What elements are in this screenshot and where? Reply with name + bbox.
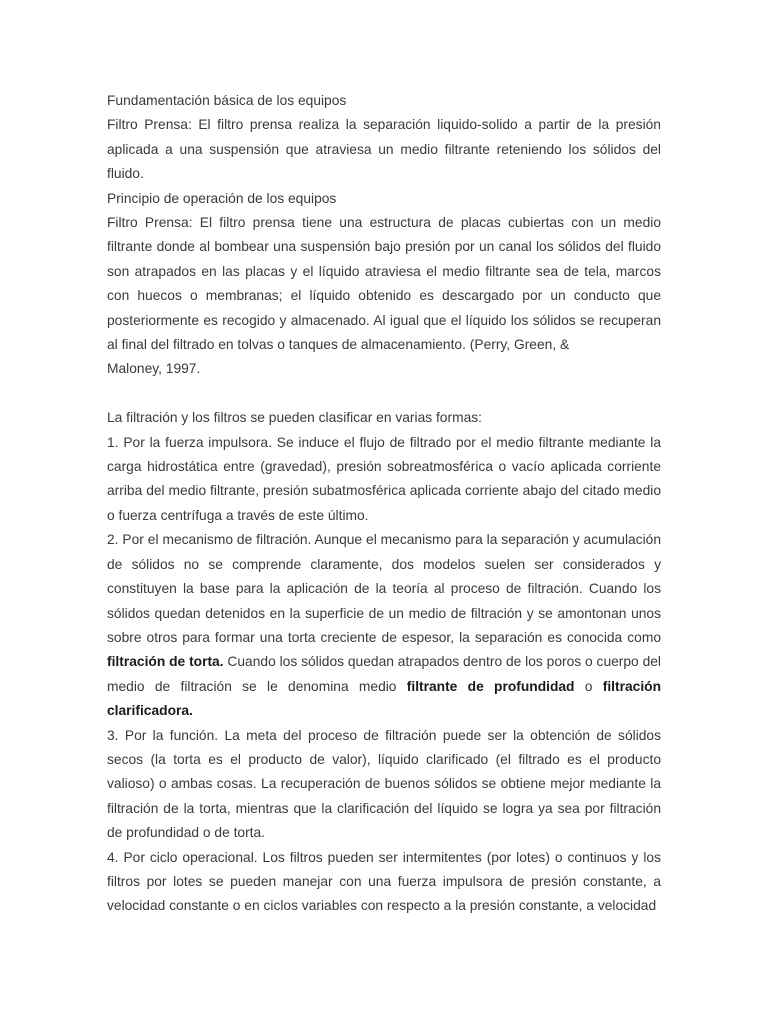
document-body: [107, 89, 661, 919]
list-item-mecanismo-text-b: Cuando los sólidos quedan atrapados dentro de los poros o cuerpo del medio de filtración se le denomina medio: [107, 654, 661, 694]
classification-intro: La filtración y los filtros se pueden clasificar en varias formas:: [107, 410, 482, 426]
list-item-ciclo-operacional: 4. Por ciclo operacional. Los filtros pueden ser intermitentes (por lotes) o continuos y los filtros por lotes se pueden manejar con una fuerza impulsora de presión constante, a velocidad constante o en ciclos variables con respecto a la presión constante, a velocidad: [107, 849, 661, 914]
term-filtrante-de-profundidad: filtrante de profundidad: [406, 678, 575, 694]
term-filtracion-clarificadora: filtración clarificadora.: [107, 678, 662, 719]
citation-end: Maloney, 1997.: [107, 361, 201, 377]
list-item-mecanismo-text-a: 2. Por el mecanismo de filtración. Aunque el mecanismo para la separación y acumulación de sólidos no se comprende claramente, dos modelos suelen ser considerados y constituyen la base para la aplicación de la teoría al proceso de filtración. Cuando los sólidos quedan detenidos en la superficie de un medio de filtración y se amontonan unos sobre otros para formar una torta creciente de espesor, la separación es conocida como: [107, 532, 661, 645]
heading-fundamentacion: Fundamentación básica de los equipos: [107, 93, 347, 108]
list-item-fuerza-impulsora: 1. Por la fuerza impulsora. Se induce el flujo de filtrado por el medio filtrante mediante la carga hidrostática entre (gravedad), presión sobreatmosférica o vacío aplicada corriente arriba del medio filtrante, presión subatmosférica aplicada corriente abajo del citado medio o fuerza centrífuga a través de este último.: [107, 434, 661, 523]
heading-principio-operacion: Principio de operación de los equipos: [107, 190, 337, 206]
term-filtracion-de-torta: filtración de torta.: [107, 654, 224, 670]
list-item-mecanismo: [107, 528, 661, 723]
paragraph-filtro-prensa-principio: Filtro Prensa: El filtro prensa tiene una estructura de placas cubiertas con un medio filtrante donde al bombear una suspensión bajo presión por un canal los sólidos del fluido son atrapados en las placas y el líquido atraviesa el medio filtrante sea de tela, marcos con huecos o membranas; el líquido obtenido es descargado por un conducto que posteriormente es recogido y almacenado. Al igual que el líquido los sólidos se recuperan al final del filtrado en tolvas o tanques de almacenamiento. (Perry, Green, &: [107, 215, 661, 353]
paragraph-filtro-prensa-fundamentacion: Filtro Prensa: El filtro prensa realiza la separación liquido-solido a partir de la presión aplicada a una suspensión que atraviesa un medio filtrante reteniendo los sólidos del fluido.: [107, 117, 661, 182]
list-item-funcion: 3. Por la función. La meta del proceso de filtración puede ser la obtención de sólidos secos (la torta es el producto de valor), líquido clarificado (el filtrado es el producto valioso) o ambas cosas. La recuperación de buenos sólidos se obtiene mejor mediante la filtración de la torta, mientras que la clarificación del líquido se logra ya sea por filtración de profundidad o de torta.: [107, 727, 661, 841]
blank-line: [107, 382, 661, 406]
list-item-mecanismo-text-c: o: [574, 678, 603, 694]
